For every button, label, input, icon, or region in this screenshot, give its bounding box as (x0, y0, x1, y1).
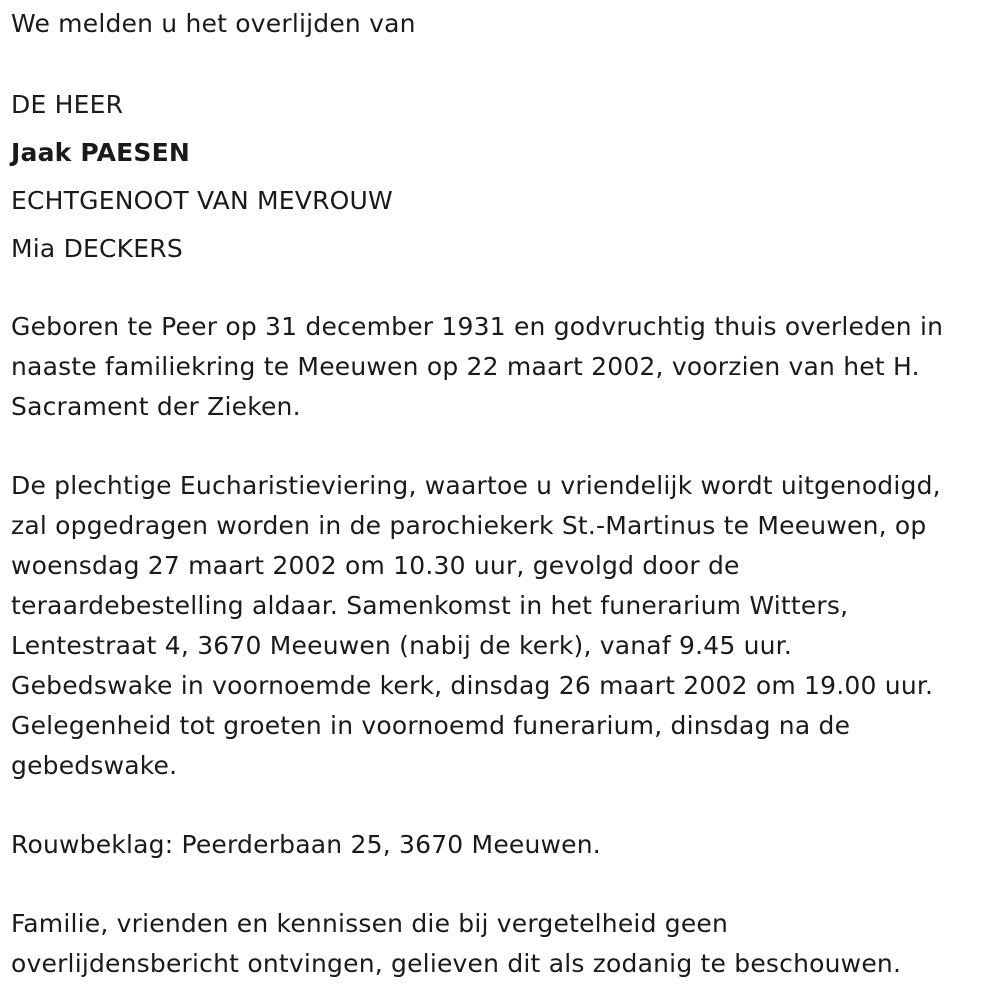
ceremony-line: Lentestraat 4, 3670 Meeuwen (nabij de kerk), vanaf 9.45 uur. (11, 631, 793, 660)
ceremony-line: teraardebestelling aldaar. Samenkomst in het funerarium Witters, (11, 591, 849, 620)
birth-death-line: naaste familiekring te Meeuwen op 22 maart 2002, voorzien van het H. (11, 352, 920, 381)
ceremony-paragraph (11, 466, 991, 786)
ceremony-line: woensdag 27 maart 2002 om 10.30 uur, gevolgd door de (11, 551, 740, 580)
birth-death-line: Geboren te Peer op 31 december 1931 en godvruchtig thuis overleden in (11, 312, 944, 341)
intro-text: We melden u het overlijden van (11, 9, 416, 38)
closing-paragraph (11, 904, 991, 984)
death-notice (11, 4, 991, 984)
ceremony-line: Gelegenheid tot groeten in voornoemd funerarium, dinsdag na de (11, 711, 851, 740)
spouse-label: ECHTGENOOT VAN MEVROUW (11, 186, 393, 215)
birth-death-line: Sacrament der Zieken. (11, 392, 301, 421)
condolence-paragraph (11, 825, 991, 865)
ceremony-line: Gebedswake in voornoemde kerk, dinsdag 26 maart 2002 om 19.00 uur. (11, 671, 934, 700)
condolence-address: Rouwbeklag: Peerderbaan 25, 3670 Meeuwen. (11, 830, 601, 859)
birth-death-paragraph (11, 307, 991, 427)
ceremony-line: zal opgedragen worden in de parochiekerk St.-Martinus te Meeuwen, op (11, 511, 927, 540)
deceased-name: Jaak PAESEN (11, 138, 191, 167)
closing-line: Familie, vrienden en kennissen die bij vergetelheid geen (11, 909, 729, 938)
name-block (11, 81, 991, 273)
ceremony-line: De plechtige Eucharistieviering, waartoe u vriendelijk wordt uitgenodigd, (11, 471, 941, 500)
title-prefix: DE HEER (11, 90, 124, 119)
closing-line: overlijdensbericht ontvingen, gelieven dit als zodanig te beschouwen. (11, 949, 902, 978)
ceremony-line: gebedswake. (11, 751, 178, 780)
spouse-name: Mia DECKERS (11, 234, 183, 263)
